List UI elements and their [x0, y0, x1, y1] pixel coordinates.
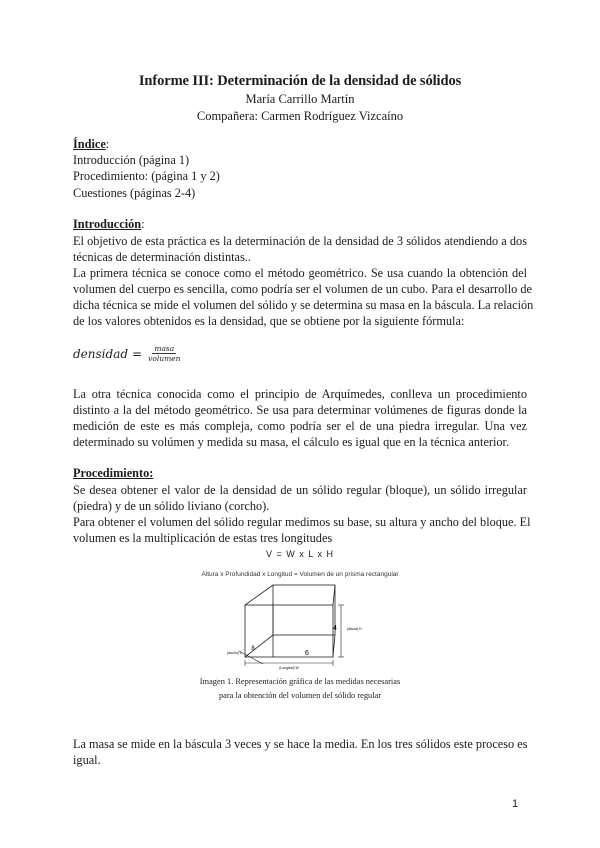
- length-label: (Longitud) W: [279, 666, 299, 670]
- prism-edge: [245, 635, 273, 657]
- paragraph-line: (piedra) y de un sólido liviano (corcho).: [73, 499, 270, 513]
- depth-value: 8: [251, 646, 255, 652]
- paragraph-line: Se desea obtener el valor de la densidad de un sólido regular (bloque), un sólido irregular: [73, 483, 527, 497]
- page-number: 1: [512, 798, 519, 810]
- paragraph-line: de los valores obtenidos es la densidad, que se obtiene por la siguiente fórmula:: [73, 314, 465, 328]
- index-item: Introducción (página 1): [73, 153, 190, 167]
- paragraph-line: determinado su volúmen y medida su masa, el cálculo es igual que en la técnica anterior.: [73, 435, 510, 449]
- paragraph-line: volumen es la multiplicación de estas tres longitudes: [73, 531, 333, 545]
- prism-back-face: [273, 585, 335, 635]
- paragraph-line: La masa se mide en la báscula 3 veces y se hace la media. En los tres sólidos este proceso es: [73, 737, 528, 751]
- prism-front-face: [245, 605, 333, 657]
- paragraph-line: medición de este es más compleja, como podría ser el de una piedra irregular. Una vez: [73, 419, 527, 433]
- paragraph-line: La primera técnica se conoce como el método geométrico. Se usa cuando la obtención del: [73, 266, 527, 280]
- paragraph-line: técnicas de determinación distintas..: [73, 250, 251, 264]
- paragraph-line: dicha técnica se mide el volumen del sólido y se determina su masa en la báscula. La relación: [73, 298, 534, 312]
- introduction-heading-line: [73, 217, 145, 232]
- paragraph-line: igual.: [73, 753, 101, 767]
- partner-name: Compañera: Carmen Rodríguez Vizcaíno: [196, 109, 404, 123]
- paragraph-line: distinto a la del método geométrico. Se usa para determinar volúmenes de figuras donde la: [73, 403, 527, 417]
- formula-numerator: masa: [154, 344, 175, 353]
- depth-label: (Ancho) L: [227, 651, 242, 655]
- document-title: Informe III: Determinación de la densidad de sólidos: [138, 73, 462, 89]
- length-value: 6: [305, 650, 309, 657]
- formula-lhs: densidad: [73, 346, 129, 361]
- index-item: Cuestiones (páginas 2-4): [73, 186, 196, 200]
- volume-formula: V = W x L x H: [266, 549, 334, 559]
- depth-dimension-line: [239, 651, 263, 664]
- index-heading-suffix: :: [105, 137, 110, 151]
- index-item: Procedimiento: (página 1 y 2): [73, 169, 220, 183]
- height-label: (Altura) H: [347, 627, 362, 631]
- formula-denominator: volumen: [148, 354, 181, 363]
- image-caption-line: Imagen 1. Representación gráfica de las medidas necesarias: [199, 677, 401, 686]
- author-name: María Carrillo Martín: [245, 92, 355, 106]
- introduction-heading-suffix: :: [141, 217, 145, 231]
- paragraph-line: El objetivo de esta práctica es la determinación de la densidad de 3 sólidos atendiendo a dos: [73, 234, 527, 248]
- formula-fraction: [146, 344, 182, 363]
- introduction-heading: Introducción: [73, 217, 142, 231]
- paragraph-line: volumen del cuerpo es sencilla, como podría ser el volumen de un cubo. Para el desarrollo de: [73, 282, 532, 296]
- prism-edge: [245, 585, 273, 605]
- height-value: 4: [333, 625, 337, 632]
- formula-equals: =: [132, 346, 143, 361]
- procedure-heading: Procedimiento:: [73, 466, 154, 480]
- paragraph-line: Para obtener el volumen del sólido regular medimos su base, su altura y ancho del bloque. El: [73, 515, 531, 529]
- index-heading-line: [73, 137, 109, 152]
- paragraph-line: La otra técnica conocida como el principio de Arquímedes, conlleva un procedimiento: [73, 387, 527, 401]
- diagram-caption: Altura x Profundidad x Longitud = Volumen de un prisma rectangular: [201, 571, 399, 578]
- density-formula: [73, 344, 182, 363]
- rectangular-prism-diagram: [225, 580, 380, 670]
- image-caption-line: para la obtención del volumen del sólido regular: [218, 691, 382, 700]
- index-heading: Índice: [73, 137, 106, 151]
